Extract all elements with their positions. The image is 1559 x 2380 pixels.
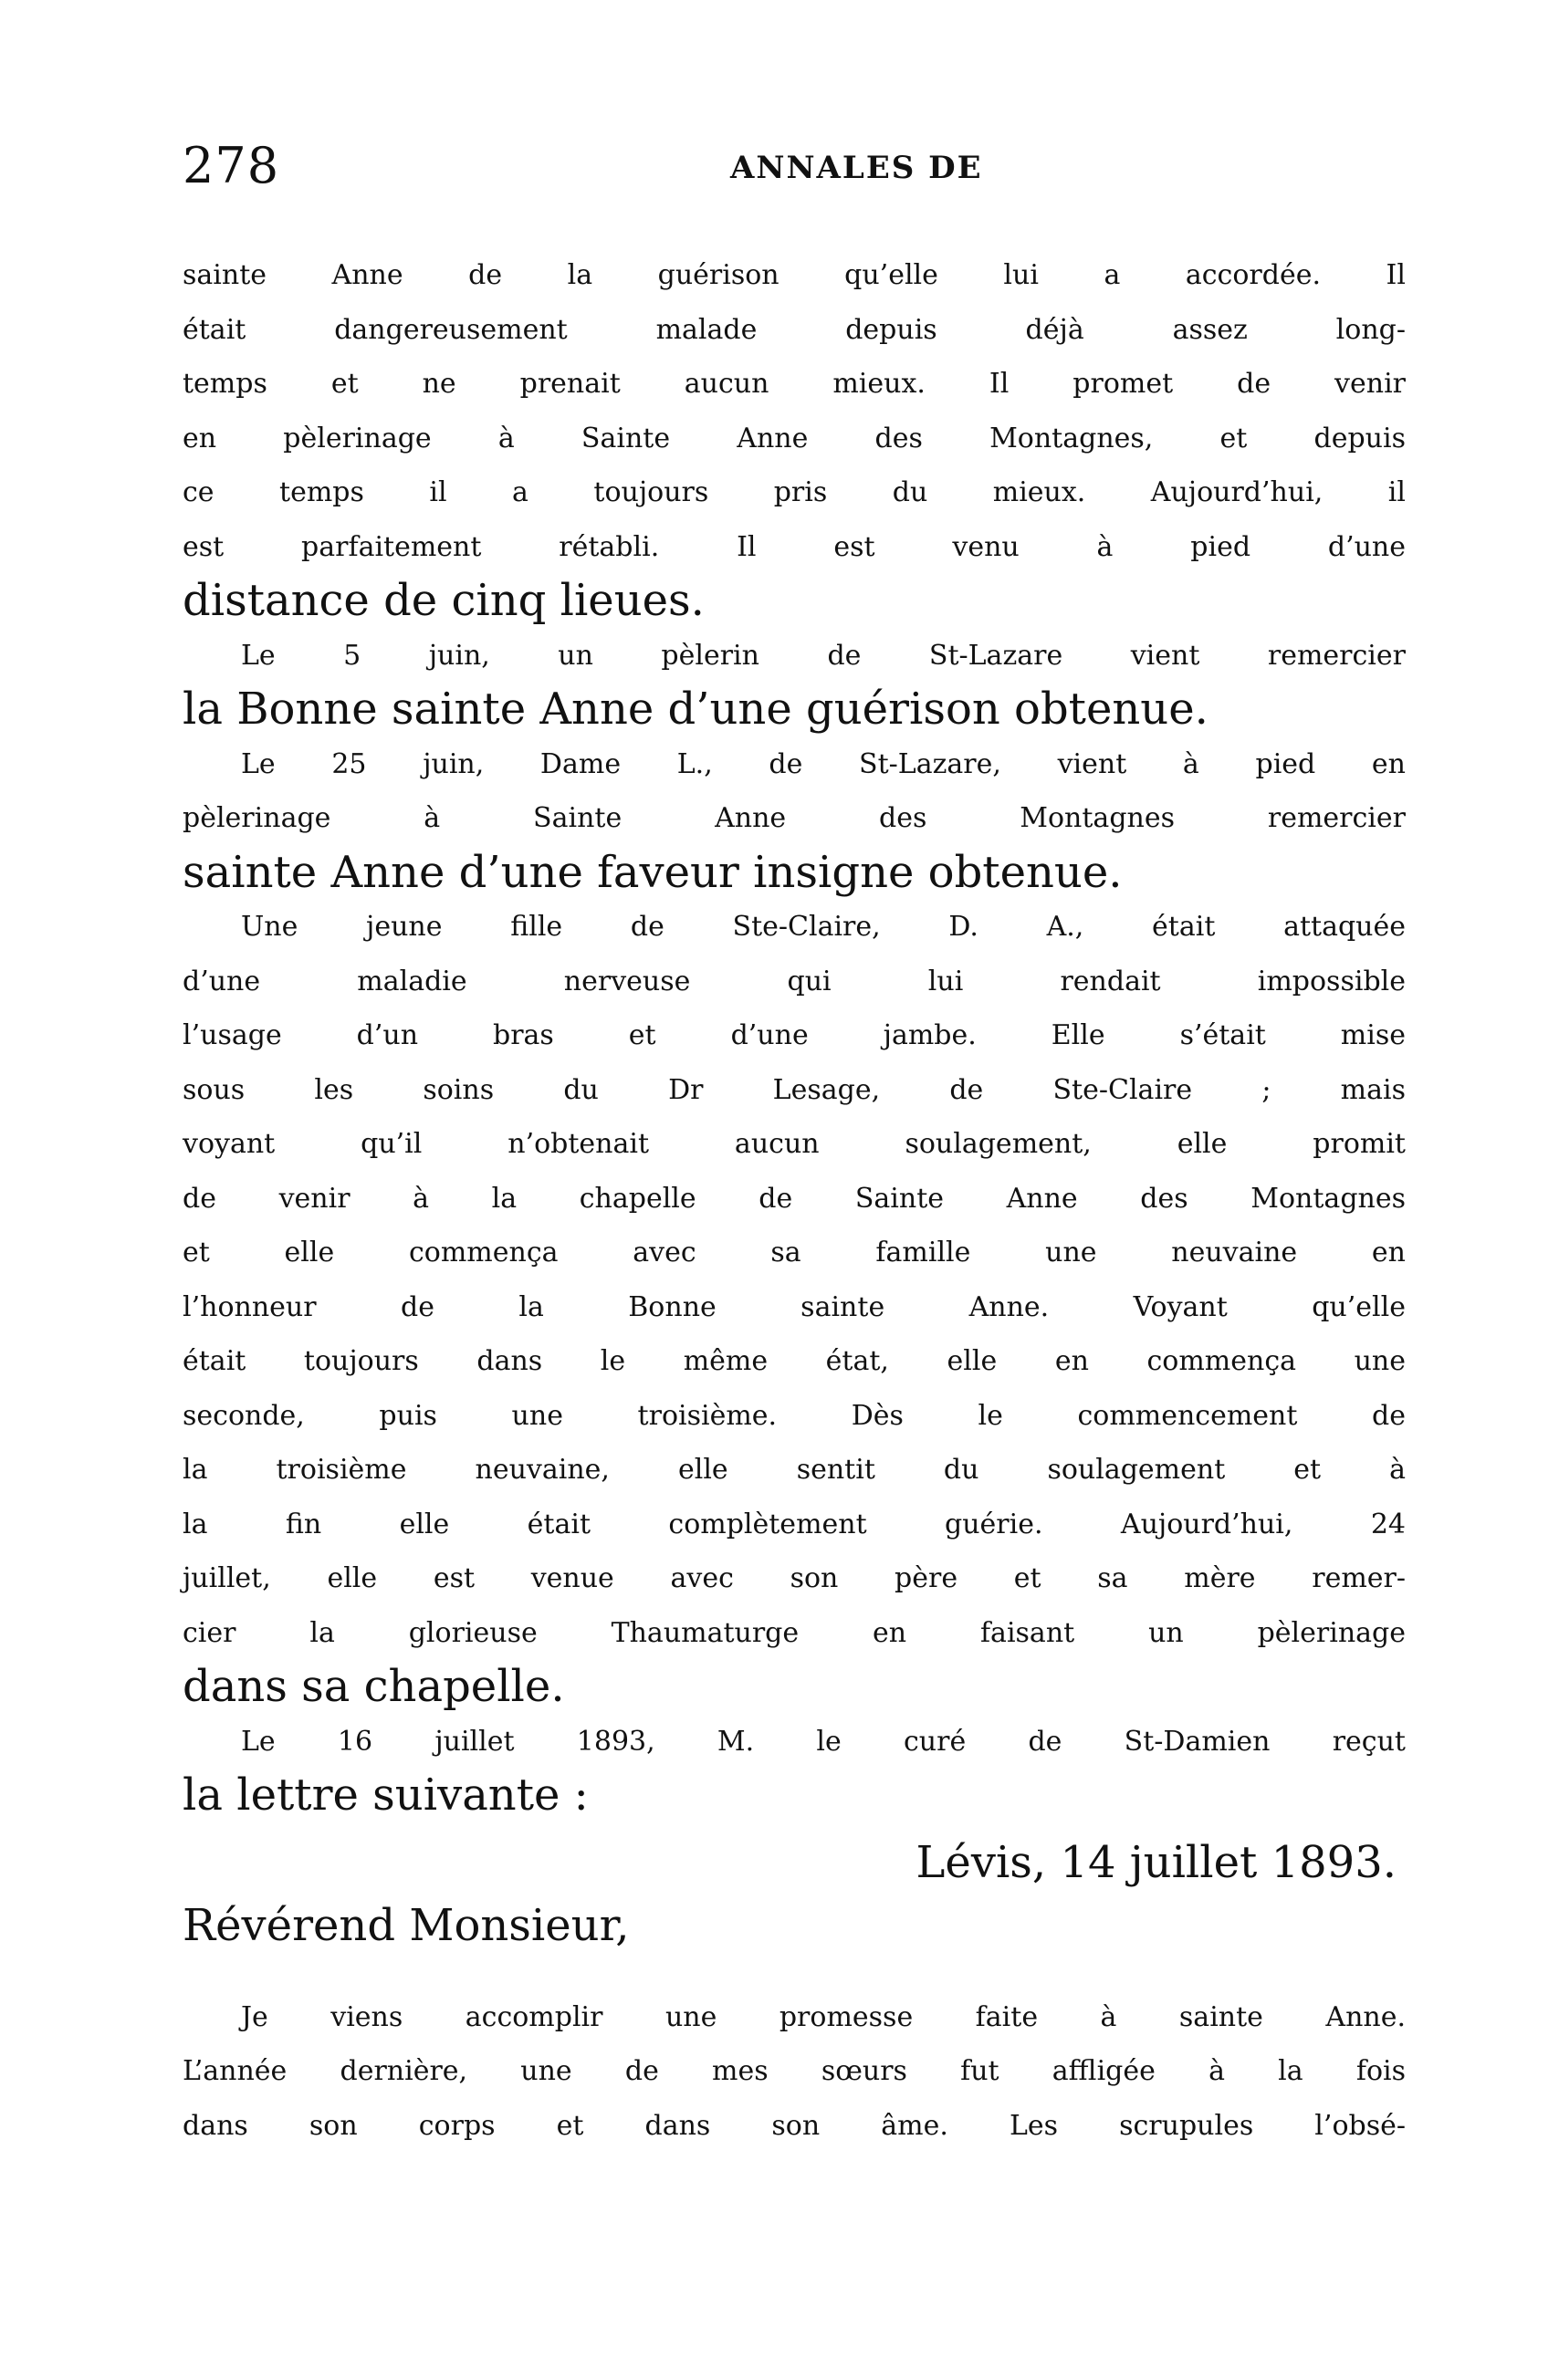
text-line: ce temps il a toujours pris du mieux. Aujourd’hui, il xyxy=(183,476,1406,508)
text-line: seconde, puis une troisième. Dès le commencement de xyxy=(183,1399,1406,1432)
body-text xyxy=(183,248,1406,2153)
text-line: pèlerinage à Sainte Anne des Montagnes remercier xyxy=(183,802,1406,834)
page-number: 278 xyxy=(183,137,280,194)
text-line: distance de cinq lieues. xyxy=(183,575,705,626)
text-line: juillet, elle est venue avec son père et sa mère remer- xyxy=(183,1562,1406,1594)
text-line: sainte Anne de la guérison qu’elle lui a accordée. Il xyxy=(183,259,1406,291)
letter-salutation: Révérend Monsieur, xyxy=(183,1900,630,1951)
text-line: la Bonne sainte Anne d’une guérison obtenue. xyxy=(183,684,1208,735)
text-line: temps et ne prenait aucun mieux. Il promet de venir xyxy=(183,368,1406,400)
text-line: était toujours dans le même état, elle en commença une xyxy=(183,1345,1406,1377)
paragraph-start-line: Le 16 juillet 1893, M. le curé de St-Damien reçut xyxy=(241,1725,1406,1758)
paragraph-start-line: Une jeune fille de Ste-Claire, D. A., était attaquée xyxy=(241,911,1406,943)
text-line: en pèlerinage à Sainte Anne des Montagnes, et depuis xyxy=(183,422,1406,454)
text-line: L’année dernière, une de mes sœurs fut affligée à la fois xyxy=(183,2055,1406,2087)
text-line: dans son corps et dans son âme. Les scrupules l’obsé- xyxy=(183,2109,1406,2142)
text-line: dans sa chapelle. xyxy=(183,1661,565,1712)
text-line: l’usage d’un bras et d’une jambe. Elle s’était mise xyxy=(183,1019,1406,1051)
text-line: de venir à la chapelle de Sainte Anne des Montagnes xyxy=(183,1182,1406,1215)
text-line: et elle commença avec sa famille une neuvaine en xyxy=(183,1237,1406,1268)
text-line: la troisième neuvaine, elle sentit du soulagement et à xyxy=(183,1454,1406,1486)
paragraph-start-line: Je viens accomplir une promesse faite à sainte Anne. xyxy=(241,2000,1406,2033)
text-line: cier la glorieuse Thaumaturge en faisant un pèlerinage xyxy=(183,1616,1406,1649)
running-head: ANNALES DE xyxy=(730,150,983,186)
page-header xyxy=(183,137,1406,210)
letter-dateline: Lévis, 14 juillet 1893. xyxy=(916,1836,1397,1888)
paragraph-start-line: Le 25 juin, Dame L., de St-Lazare, vient à pied en xyxy=(241,747,1406,780)
paragraph-start-line: Le 5 juin, un pèlerin de St-Lazare vient remercier xyxy=(241,639,1406,672)
text-line: la fin elle était complètement guérie. Aujourd’hui, 24 xyxy=(183,1508,1406,1540)
text-line: est parfaitement rétabli. Il est venu à pied d’une xyxy=(183,530,1406,563)
text-line: était dangereusement malade depuis déjà assez long- xyxy=(183,313,1406,346)
text-line: sainte Anne d’une faveur insigne obtenue. xyxy=(183,846,1123,898)
text-line: la lettre suivante : xyxy=(183,1769,589,1821)
text-line: d’une maladie nerveuse qui lui rendait impossible xyxy=(183,965,1406,997)
text-line: sous les soins du Dr Lesage, de Ste-Claire ; mais xyxy=(183,1073,1406,1106)
text-line: voyant qu’il n’obtenait aucun soulagement, elle promit xyxy=(183,1128,1406,1160)
text-line: l’honneur de la Bonne sainte Anne. Voyant qu’elle xyxy=(183,1290,1406,1323)
